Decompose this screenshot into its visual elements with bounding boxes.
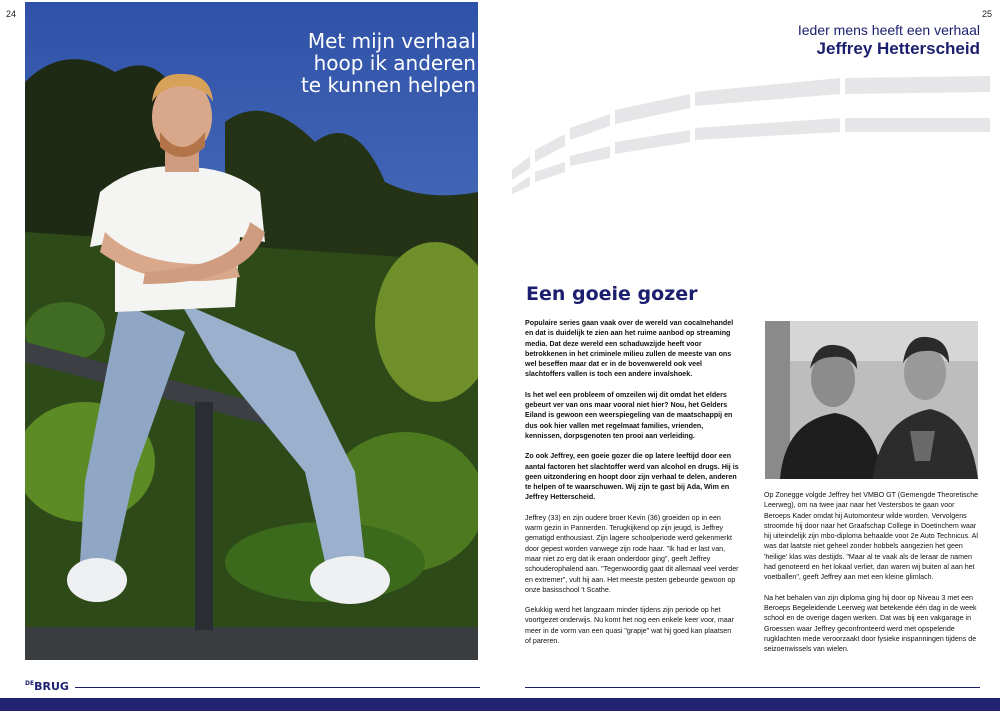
intro-paragraph: Zo ook Jeffrey, een goeie gozer die op latere leeftijd door een aantal factoren het slachtoffer werd van alcohol en drugs. Hij is geen uitzondering en hoopt door zijn verhaal te delen, anderen te helpen of te waarschuwen. Wij zijn te gast bij Ada, Wim en Jeffrey Hetterscheid. bbox=[525, 452, 739, 502]
article-title: Een goeie gozer bbox=[526, 283, 698, 305]
intro-paragraph: Populaire series gaan vaak over de wereld van cocaïnehandel en dat is duidelijk te zien aan het ruime aanbod op streaming media. Dat deze wereld een schaduwzijde heeft voor betrokkenen in het criminele milieu zullen de meeste van ons wel beseffen maar dat er in de bovenwereld ook veel slachtoffers vallen is toch een andere invalshoek. bbox=[525, 319, 734, 379]
subject-name: Jeffrey Hetterscheid bbox=[816, 39, 980, 58]
body-paragraph: Op Zonegge volgde Jeffrey het VMBO GT (Gemengde Theoretische Leerweg), om na twee jaar naar het Vestersbos te gaan voor Beroeps Kader omdat hij Automonteur wilde worden. Vervolgens stroomde hij door naar het Graafschap College in Doetinchem waar hij uiteindelijk zijn mbo-diploma behaalde voor 2e Auto Technicus. Al was dat laatste niet geheel zonder hobbels aangezien het geen 'heilige' klas was destijds. "Maar al te vaak als de leraar de namen had genoteerd en het lokaal verliet, dan waren wij buiten al aan het voetballen", geeft Jeffrey aan met een kleine glimlach. bbox=[764, 491, 979, 582]
brothers-photo bbox=[765, 321, 978, 479]
bottom-bar bbox=[0, 698, 1000, 711]
footer-rule bbox=[75, 687, 480, 688]
headline-line: hoop ik anderen bbox=[313, 51, 476, 75]
headline-line: te kunnen helpen bbox=[300, 73, 476, 97]
main-photo bbox=[25, 2, 478, 660]
page-number-left: 24 bbox=[6, 9, 17, 19]
footer-rule bbox=[525, 687, 980, 688]
series-kicker: Ieder mens heeft een verhaal bbox=[797, 22, 980, 38]
body-paragraph: Na het behalen van zijn diploma ging hij door op Niveau 3 met een Beroeps Begeleidende Leerweg wat betekende één dag in de week school en de overige dagen werken. Dat was bij een vakgarage in Groessen waar Jeffrey geconfronteerd werd met opspelende rugklachten mede veroorzaakt door fysieke inspanningen tijdens de seizoenwissels van wielen. bbox=[764, 593, 977, 654]
footer-left bbox=[25, 680, 480, 694]
page-number-right: 25 bbox=[981, 9, 992, 19]
article-column-right bbox=[764, 490, 980, 664]
right-page bbox=[500, 0, 1000, 700]
article-column-left bbox=[525, 318, 739, 656]
body-paragraph: Gelukkig werd het langzaam minder tijdens zijn periode op het voortgezet onderwijs. Nu komt het nog een enkele keer voor, maar meer in de vorm van een quasi "grapje" wat hij goed kan plaatsen of pareren. bbox=[525, 606, 734, 646]
body-paragraph: Jeffrey (33) en zijn oudere broer Kevin (36) groeiden op in een warm gezin in Pannerden. Terugkijkend op zijn jeugd, is Jeffrey gematigd enthousiast. Zijn lagere schoolperiode werd gekenmerkt door gepest worden vanwege zijn rode haar. "Ik had er last van, maar niet zo erg dat ik eraan onderdoor ging", geeft Jeffrey schouderophalend aan. "Tegenwoordig gaat dit allemaal veel verder en extremer", vult hij aan. Het meeste pesten gebeurde gewoon op onze basisschool 't Scathe. bbox=[525, 513, 739, 594]
brug-logo: $^{DE}$BRUG bbox=[25, 680, 69, 693]
headline-line: Met mijn verhaal bbox=[307, 29, 476, 53]
decorative-arches bbox=[500, 70, 1000, 200]
intro-paragraph: Is het wel een probleem of omzeilen wij dit omdat het elders gebeurt ver van ons maar vooral niet hier? Nou, het Gelders Eiland is gewoon een weerspiegeling van de maatschappij en dus ook hier vallen met regelmaat families, vrienden, kennissen, dorpsgenoten ten prooi aan verleiding. bbox=[525, 390, 733, 440]
headline bbox=[301, 30, 476, 96]
left-page bbox=[0, 0, 500, 700]
